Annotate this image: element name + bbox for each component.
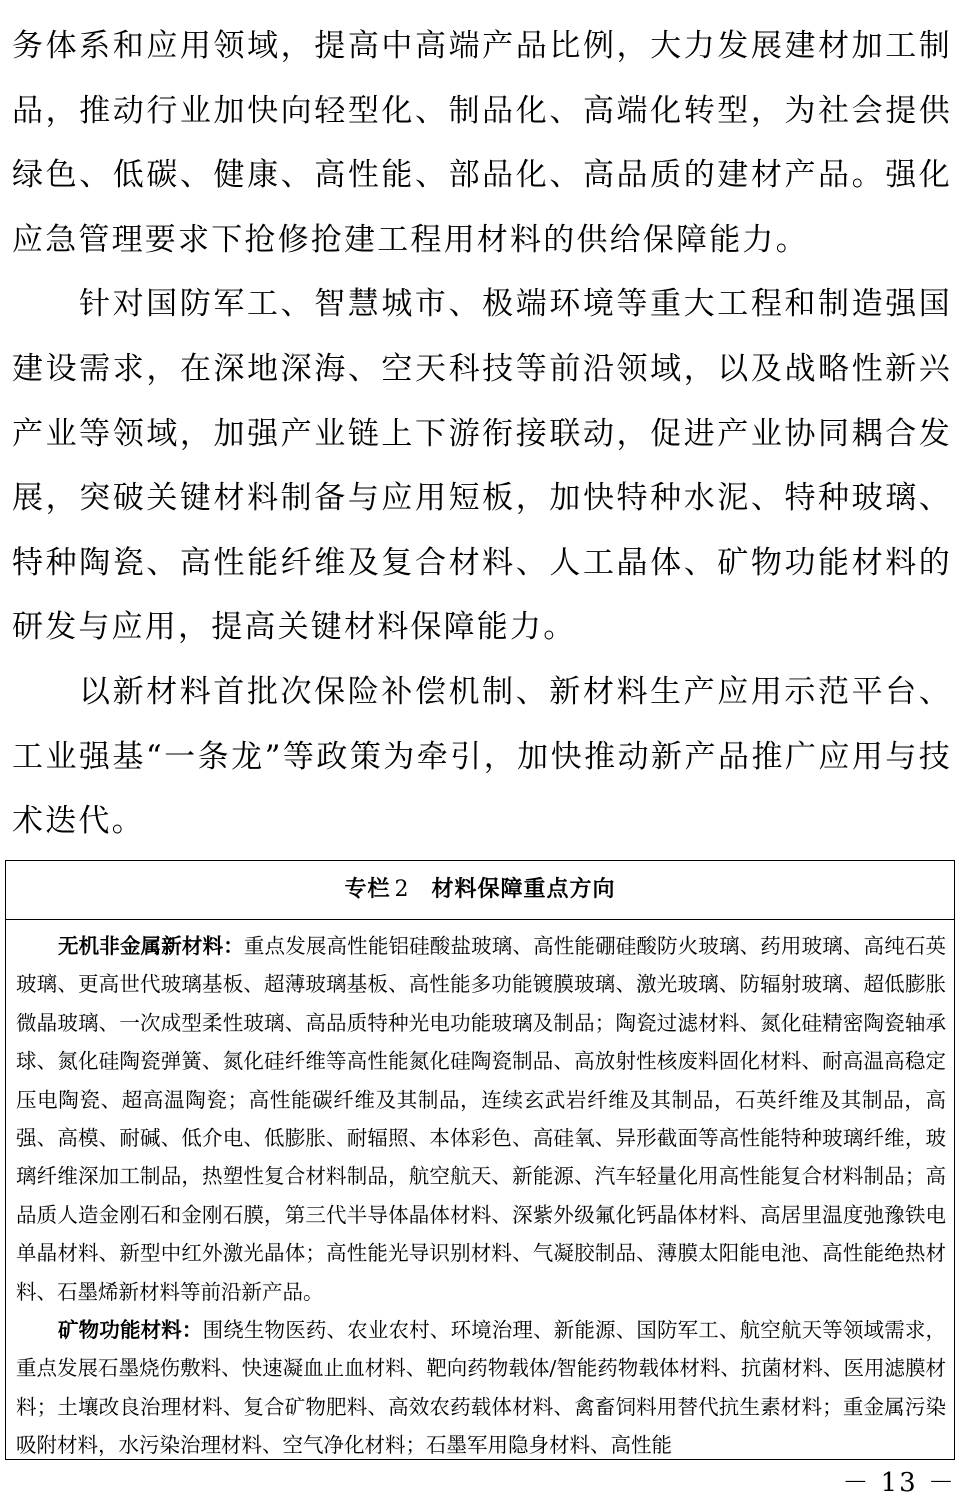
column-body: [6, 920, 954, 1460]
column-section-lead: 矿物功能材料：: [58, 1318, 203, 1343]
column-section: [16, 927, 946, 1311]
column-title-number: 2: [394, 877, 410, 902]
column-title-text: 材料保障重点方向: [431, 877, 616, 902]
page-number: － 13 －: [842, 1468, 956, 1498]
body-paragraph: 针对国防军工、智慧城市、极端环境等重大工程和制造强国建设需求，在深地深海、空天科技等前沿领域，以及战略性新兴产业等领域，加强产业链上下游衔接联动，促进产业协同耦合发展，突破关键材料制备与应用短板，加快特种水泥、特种玻璃、特种陶瓷、高性能纤维及复合材料、人工晶体、矿物功能材料的研发与应用，提高关键材料保障能力。: [12, 286, 952, 646]
column-box: [5, 860, 955, 1460]
body-paragraph: 以新材料首批次保险补偿机制、新材料生产应用示范平台、工业强基“一条龙”等政策为牵引，加快推动新产品推广应用与技术迭代。: [12, 673, 952, 840]
body-text: [12, 14, 952, 854]
column-title-prefix: 专栏: [344, 877, 391, 902]
column-section-text: 重点发展高性能铝硅酸盐玻璃、高性能硼硅酸防火玻璃、药用玻璃、高纯石英玻璃、更高世代玻璃基板、超薄玻璃基板、高性能多功能镀膜玻璃、激光玻璃、防辐射玻璃、超低膨胀微晶玻璃、一次成型柔性玻璃、高品质特种光电功能玻璃及制品；陶瓷过滤材料、氮化硅精密陶瓷轴承球、氮化硅陶瓷弹簧、氮化硅纤维等高性能氮化硅陶瓷制品、高放射性核废料固化材料、耐高温高稳定压电陶瓷、超高温陶瓷；高性能碳纤维及其制品，连续玄武岩纤维及其制品，石英纤维及其制品，高强、高模、耐碱、低介电、低膨胀、耐辐照、本体彩色、高硅氧、异形截面等高性能特种玻璃纤维，玻璃纤维深加工制品，热塑性复合材料制品，航空航天、新能源、汽车轻量化用高性能复合材料制品；高品质人造金刚石和金刚石膜，第三代半导体晶体材料、深紫外级氟化钙晶体材料、高居里温度弛豫铁电单晶材料、新型中红外激光晶体；高性能光导识别材料、气凝胶制品、薄膜太阳能电池、高性能绝热材料、石墨烯新材料等前沿新产品。: [16, 934, 947, 1304]
column-section-lead: 无机非金属新材料：: [58, 934, 244, 958]
column-section-text: 围绕生物医药、农业农村、环境治理、新能源、国防军工、航空航天等领域需求，重点发展石墨烧伤敷料、快速凝血止血材料、靶向药物载体/智能药物载体材料、抗菌材料、医用滤膜材料；土壤改良治理材料、复合矿物肥料、高效农药载体材料、禽畜饲料用替代抗生素材料；重金属污染吸附材料，水污染治理材料、空气净化材料；石墨军用隐身材料、高性能: [16, 1318, 947, 1458]
column-title: [6, 861, 954, 920]
column-section: [16, 1311, 946, 1460]
body-paragraph: 务体系和应用领域，提高中高端产品比例，大力发展建材加工制品，推动行业加快向轻型化、制品化、高端化转型，为社会提供绿色、低碳、健康、高性能、部品化、高品质的建材产品。强化应急管理要求下抢修抢建工程用材料的供给保障能力。: [12, 28, 952, 258]
